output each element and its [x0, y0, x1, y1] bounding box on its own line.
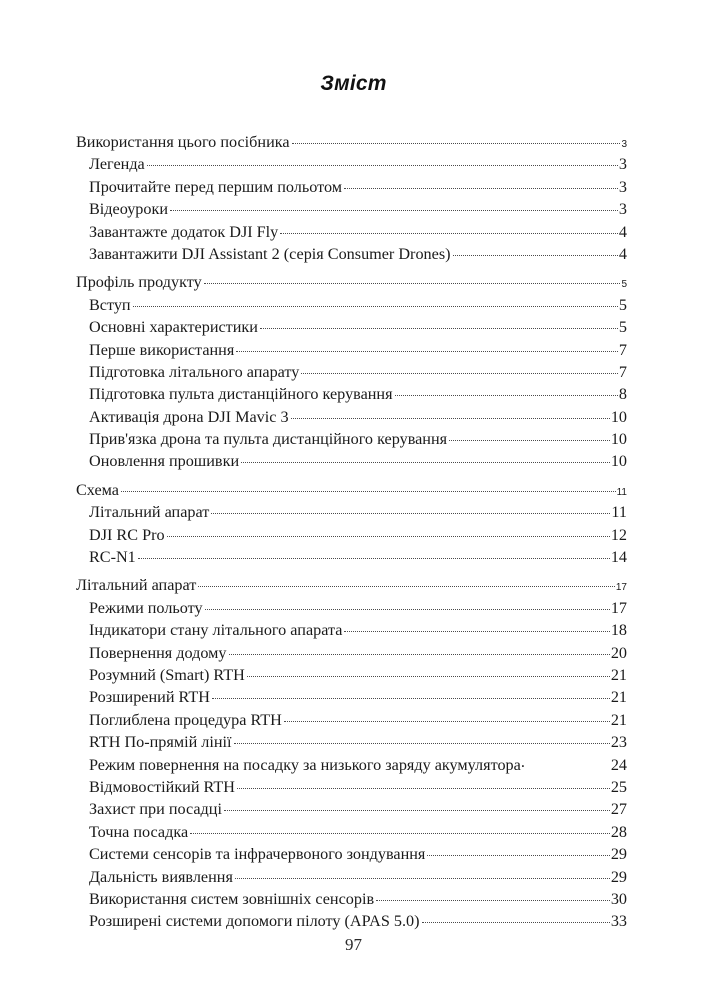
toc-item[interactable]	[76, 501, 627, 523]
toc-page-number: 3	[618, 177, 627, 196]
toc-page-number: 12	[610, 525, 627, 544]
toc-page-number: 25	[610, 777, 627, 796]
toc-page-number: 20	[610, 643, 627, 662]
toc-item[interactable]	[76, 361, 627, 383]
toc-heading-diagram[interactable]	[76, 479, 627, 501]
toc-item[interactable]	[76, 731, 627, 753]
toc-item-label: Повернення додому	[89, 643, 227, 662]
toc-page-number: 29	[610, 845, 627, 864]
toc-page-number: 3	[618, 200, 627, 219]
toc-item[interactable]	[76, 776, 627, 798]
toc-item-label: Захист при посадці	[89, 800, 222, 819]
toc-item[interactable]	[76, 294, 627, 316]
dot-leader	[247, 676, 610, 677]
toc-page-number: 5	[621, 279, 627, 291]
toc-item[interactable]	[76, 686, 627, 708]
toc-page-number: 8	[618, 385, 627, 404]
toc-item[interactable]	[76, 450, 627, 472]
toc-item-label: DJI RC Pro	[89, 525, 165, 544]
dot-leader	[376, 900, 610, 901]
page-title: Зміст	[320, 72, 387, 95]
toc-item[interactable]	[76, 383, 627, 405]
toc-page-number: 24	[610, 755, 627, 774]
toc-item[interactable]	[76, 198, 627, 220]
toc-item[interactable]	[76, 821, 627, 843]
dot-leader	[234, 743, 610, 744]
toc-item-label: Відеоуроки	[89, 200, 169, 219]
dot-leader	[344, 631, 609, 632]
toc-item-label: RC-N1	[89, 548, 136, 567]
toc-item-label: Поглиблена процедура RTH	[89, 710, 282, 729]
toc-item-label: Точна посадка	[89, 822, 189, 841]
toc-page-number: 10	[610, 452, 627, 471]
table-of-contents	[76, 131, 627, 939]
toc-item[interactable]	[76, 709, 627, 731]
toc-item-label: Підготовка пульта дистанційного керування	[89, 385, 393, 404]
toc-page-number: 4	[618, 222, 627, 241]
toc-page-number: 14	[610, 548, 627, 567]
toc-item-label: Перше використання	[89, 340, 235, 359]
toc-item-label: Легенда	[89, 155, 145, 174]
toc-item-label: Режим повернення на посадку за низького заряду акумулятора	[89, 755, 521, 774]
dot-leader	[453, 255, 618, 256]
toc-item[interactable]	[76, 866, 627, 888]
toc-item-label: RTH По-прямій лінії	[89, 733, 232, 752]
toc-item[interactable]	[76, 176, 627, 198]
toc-item-label: Системи сенсорів та інфрачервоного зондування	[89, 845, 426, 864]
dot-leader	[147, 165, 618, 166]
dot-leader	[229, 654, 610, 655]
toc-section-diagram	[76, 479, 627, 569]
toc-item-label: Основні характеристики	[89, 318, 258, 337]
toc-page-number: 29	[610, 867, 627, 886]
toc-page-number: 27	[610, 800, 627, 819]
toc-item-label: Прив'язка дрона та пульта дистанційного керування	[89, 430, 448, 449]
dot-leader	[344, 188, 618, 189]
dot-leader	[121, 491, 616, 492]
toc-item-label: Використання систем зовнішніх сенсорів	[89, 889, 375, 908]
toc-item[interactable]	[76, 243, 627, 265]
dot-leader	[427, 855, 609, 856]
toc-page-number: 5	[618, 318, 627, 337]
toc-page-number: 3	[621, 139, 627, 150]
dot-leader	[212, 698, 610, 699]
toc-page-number: 4	[618, 244, 627, 263]
toc-item-label: Індикатори стану літального апарата	[89, 621, 343, 640]
toc-item[interactable]	[76, 888, 627, 910]
toc-item-label: Прочитайте перед першим польотом	[89, 177, 343, 196]
toc-page-number: 17	[615, 582, 627, 594]
toc-section-product-profile	[76, 271, 627, 473]
toc-item-label: Завантажте додаток DJI Fly	[89, 222, 279, 241]
toc-page-number: 3	[618, 155, 627, 174]
dot-leader	[291, 418, 610, 419]
dot-leader	[449, 440, 610, 441]
toc-item-label: Відмовостійкий RTH	[89, 777, 235, 796]
dot-leader	[138, 558, 610, 559]
toc-page-number: 7	[618, 362, 627, 381]
toc-item[interactable]	[76, 619, 627, 641]
toc-page-number: 21	[610, 665, 627, 684]
dot-leader	[422, 922, 610, 923]
toc-heading-product-profile[interactable]	[76, 271, 627, 293]
toc-item[interactable]	[76, 546, 627, 568]
toc-page-number: 11	[616, 486, 627, 498]
toc-page-number: 18	[610, 621, 627, 640]
dot-leader	[167, 536, 610, 537]
toc-page-number: 23	[610, 733, 627, 752]
toc-item-label: Підготовка літального апарату	[89, 362, 300, 381]
toc-item[interactable]	[76, 428, 627, 450]
toc-item-label: Активація дрона DJI Mavic 3	[89, 407, 289, 426]
toc-item[interactable]	[76, 597, 627, 619]
toc-heading-using-manual[interactable]	[76, 131, 627, 153]
toc-item-label: Вступ	[89, 295, 131, 314]
dot-leader	[301, 373, 618, 374]
toc-item[interactable]	[76, 339, 627, 361]
toc-page-number: 21	[610, 688, 627, 707]
toc-page-number: 11	[611, 503, 627, 522]
toc-item[interactable]	[76, 221, 627, 243]
toc-heading-label: Використання цього посібника	[76, 133, 290, 151]
dot-leader	[205, 609, 610, 610]
toc-item[interactable]	[76, 664, 627, 686]
toc-heading-label: Схема	[76, 480, 119, 499]
dot-leader	[211, 513, 610, 514]
dot-leader	[237, 788, 610, 789]
dot-leader	[235, 878, 610, 879]
toc-page-number: 28	[610, 822, 627, 841]
toc-item[interactable]	[76, 316, 627, 338]
toc-page-number: 30	[610, 889, 627, 908]
toc-page-number: 7	[618, 340, 627, 359]
toc-section-aircraft	[76, 574, 627, 932]
dot-leader	[260, 328, 618, 329]
dot-leader	[292, 143, 621, 144]
toc-heading-label: Літальний апарат	[76, 576, 197, 595]
toc-item-label: Розширений RTH	[89, 688, 210, 707]
dot-leader	[224, 810, 610, 811]
dot-leader	[241, 462, 610, 463]
toc-item[interactable]	[76, 798, 627, 820]
dot-leader	[133, 306, 618, 307]
toc-item[interactable]	[76, 843, 627, 865]
toc-heading-label: Профіль продукту	[76, 273, 202, 292]
toc-item-label: Розумний (Smart) RTH	[89, 665, 245, 684]
toc-item[interactable]	[76, 524, 627, 546]
toc-heading-aircraft[interactable]	[76, 574, 627, 596]
toc-item[interactable]	[76, 910, 627, 932]
toc-section-using-manual	[76, 131, 627, 265]
toc-page-number: 21	[610, 710, 627, 729]
toc-page-number: 17	[610, 598, 627, 617]
toc-item-label: Режими польоту	[89, 598, 203, 617]
dot-leader	[170, 210, 618, 211]
dot-leader	[236, 351, 618, 352]
toc-item-label: Завантажити DJI Assistant 2 (серія Consumer Drones)	[89, 244, 451, 263]
toc-page-number: 10	[610, 407, 627, 426]
toc-item[interactable]	[76, 406, 627, 428]
page-number: 97	[345, 935, 362, 954]
toc-item[interactable]	[76, 642, 627, 664]
toc-item-label: Розширені системи допомоги пілоту (APAS 5.0)	[89, 912, 420, 931]
toc-item[interactable]	[76, 754, 627, 776]
toc-item-label: Літальний апарат	[89, 503, 210, 522]
toc-item-label: Дальність виявлення	[89, 867, 233, 886]
toc-page-number: 10	[610, 430, 627, 449]
dot-leader	[395, 395, 618, 396]
dot-leader	[190, 833, 610, 834]
dot-leader	[284, 721, 610, 722]
toc-item[interactable]	[76, 153, 627, 175]
dot-leader	[204, 283, 621, 284]
dot-leader	[280, 233, 618, 234]
toc-page-number: 33	[610, 912, 627, 931]
dot-leader	[198, 586, 615, 587]
toc-item-label: Оновлення прошивки	[89, 452, 240, 471]
toc-page-number: 5	[618, 295, 627, 314]
